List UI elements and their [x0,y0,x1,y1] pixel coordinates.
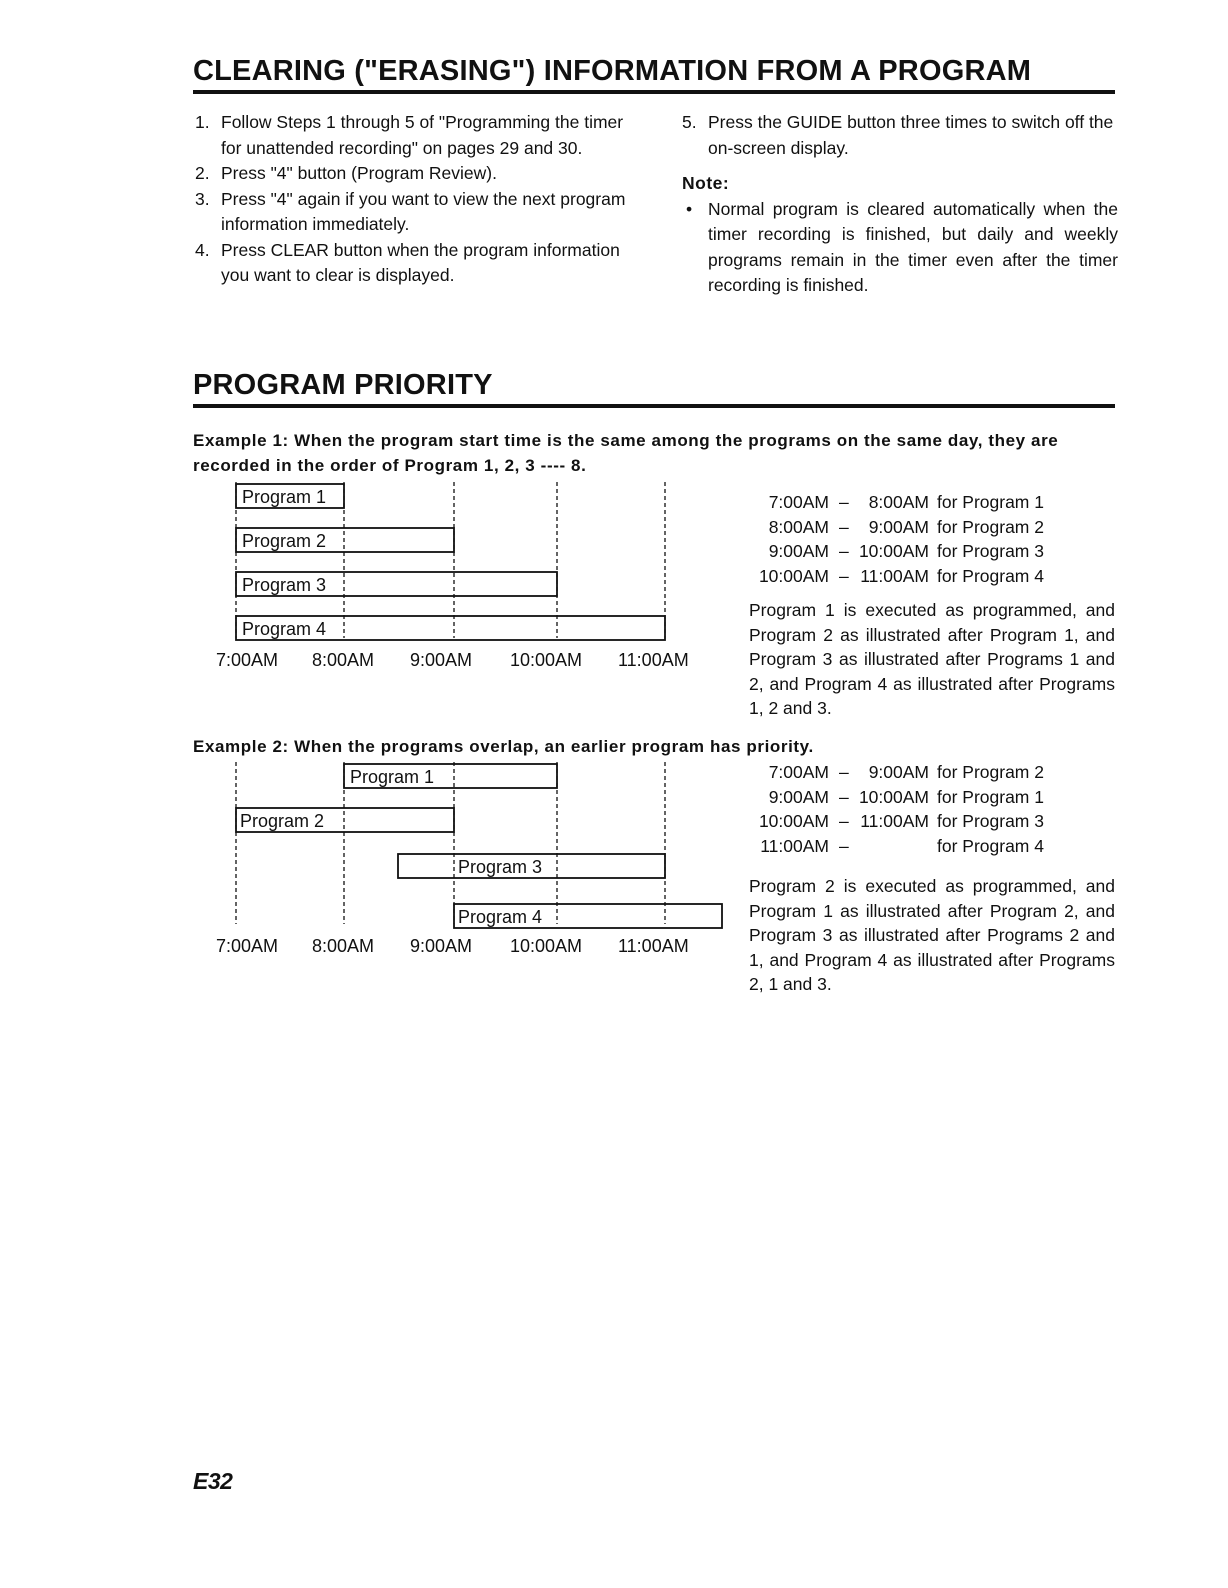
schedule-start: 9:00AM [768,541,829,561]
time-axis-label: 9:00AM [410,936,473,956]
program-label: Program 3 [458,857,543,877]
schedule-dash: – [839,541,849,561]
note-item [682,197,1118,299]
note-title: Note: [682,173,730,193]
schedule-row [745,785,1125,810]
schedule-start: 9:00AM [768,786,829,807]
program-label: Program 1 [242,487,327,507]
schedule-row [745,539,1125,564]
section-heading-priority: PROGRAM PRIORITY [193,368,1115,408]
time-axis-label: 7:00AM [216,650,279,670]
page-number: E32 [193,1468,233,1494]
example2-timeline-diagram [200,758,740,968]
section-heading-clearing: CLEARING ("ERASING") INFORMATION FROM A PROGRAM [193,54,1115,94]
step-text: Press the GUIDE button three times to switch off the on-screen display. [708,112,1114,158]
schedule-dash: – [839,811,849,831]
schedule-row [745,834,1125,859]
schedule-start: 10:00AM [758,811,829,831]
schedule-start: 11:00AM [760,835,829,856]
program-label: Program 2 [240,811,325,831]
schedule-end: 11:00AM [860,565,929,586]
clearing-steps-list [193,110,643,289]
schedule-label: for Program 4 [937,835,1044,856]
step-number: 4. [195,239,210,260]
time-axis-label: 10:00AM [510,650,583,670]
time-axis-label: 9:00AM [410,650,473,670]
example1-timeline-diagram [200,478,740,678]
step-text: Press "4" button (Program Review). [221,163,497,183]
schedule-dash: – [839,762,849,782]
schedule-label: for Program 2 [937,516,1044,537]
schedule-start: 7:00AM [768,492,829,512]
list-item [193,238,643,289]
clearing-right-column [682,110,1118,299]
example1-title: Example 1: When the program start time is the same among the programs on the same day, they are recorded in the order of Program 1, 2, 3 ---- 8. [193,431,1059,475]
schedule-label: for Program 1 [937,786,1044,807]
schedule-dash: – [839,565,849,586]
time-axis-label: 11:00AM [618,936,689,956]
example2-schedule [745,760,1125,858]
schedule-dash: – [839,516,849,537]
step-number: 1. [195,112,210,132]
time-axis-label: 7:00AM [216,936,279,956]
list-item [193,110,643,161]
time-axis-label: 8:00AM [312,936,375,956]
example2-title: Example 2: When the programs overlap, an earlier program has priority. [193,737,814,756]
list-item [193,187,643,238]
schedule-dash: – [839,835,849,856]
step-number: 5. [682,112,697,132]
list-item [682,110,1118,161]
schedule-end: 10:00AM [858,541,929,561]
step-text: Follow Steps 1 through 5 of "Programming the timer for unattended recording" on pages 29 and 30. [221,112,624,158]
schedule-start: 10:00AM [758,565,829,586]
schedule-label: for Program 3 [937,541,1044,561]
schedule-end: 9:00AM [868,762,929,782]
step-number: 3. [195,188,210,209]
schedule-end: 10:00AM [858,786,929,807]
schedule-end: 9:00AM [868,516,929,537]
time-axis-label: 11:00AM [618,650,689,670]
schedule-row [745,515,1125,540]
step-text: Press "4" again if you want to view the next program information immediately. [221,188,626,234]
step-number: 2. [195,163,210,183]
schedule-end: 11:00AM [860,811,929,831]
schedule-label: for Program 2 [937,762,1044,782]
schedule-label: for Program 3 [937,811,1044,831]
program-label: Program 4 [242,619,327,639]
list-item [193,161,643,187]
schedule-row [745,490,1125,515]
schedule-label: for Program 1 [937,492,1044,512]
note-text: Normal program is cleared automatically when the timer recording is finished, but daily and weekly programs remain in the timer even after the timer recording is finished. [708,198,1118,295]
schedule-start: 8:00AM [768,516,829,537]
example1-bars [236,484,665,640]
program-label: Program 2 [242,531,327,551]
schedule-label: for Program 4 [937,565,1044,586]
time-axis-label: 10:00AM [510,936,583,956]
example2-explanation: Program 2 is executed as programmed, and Program 1 as illustrated after Program 2, and Program 3 as illustrated after Programs 2 and 1, and Program 4 as illustrated after Programs 2, 1 and 3. [749,876,1115,994]
program-label: Program 3 [242,575,327,595]
program-label: Program 4 [458,907,543,927]
schedule-row [745,564,1125,589]
step-text: Press CLEAR button when the program information you want to clear is displayed. [221,239,620,285]
schedule-start: 7:00AM [768,762,829,782]
program-label: Program 1 [350,767,435,787]
schedule-dash: – [839,492,849,512]
schedule-end: 8:00AM [868,492,929,512]
example1-explanation: Program 1 is executed as programmed, and Program 2 as illustrated after Program 1, and Program 3 as illustrated after Programs 1 and 2, and Program 4 as illustrated after Programs 1, 2 and 3. [749,600,1115,718]
example2-bars [236,764,722,928]
example1-schedule [745,490,1125,588]
example2-hour-guides [236,762,665,924]
bullet-icon: • [686,198,693,219]
schedule-dash: – [839,786,849,807]
schedule-row [745,760,1125,785]
schedule-row [745,809,1125,834]
time-axis-label: 8:00AM [312,650,375,670]
